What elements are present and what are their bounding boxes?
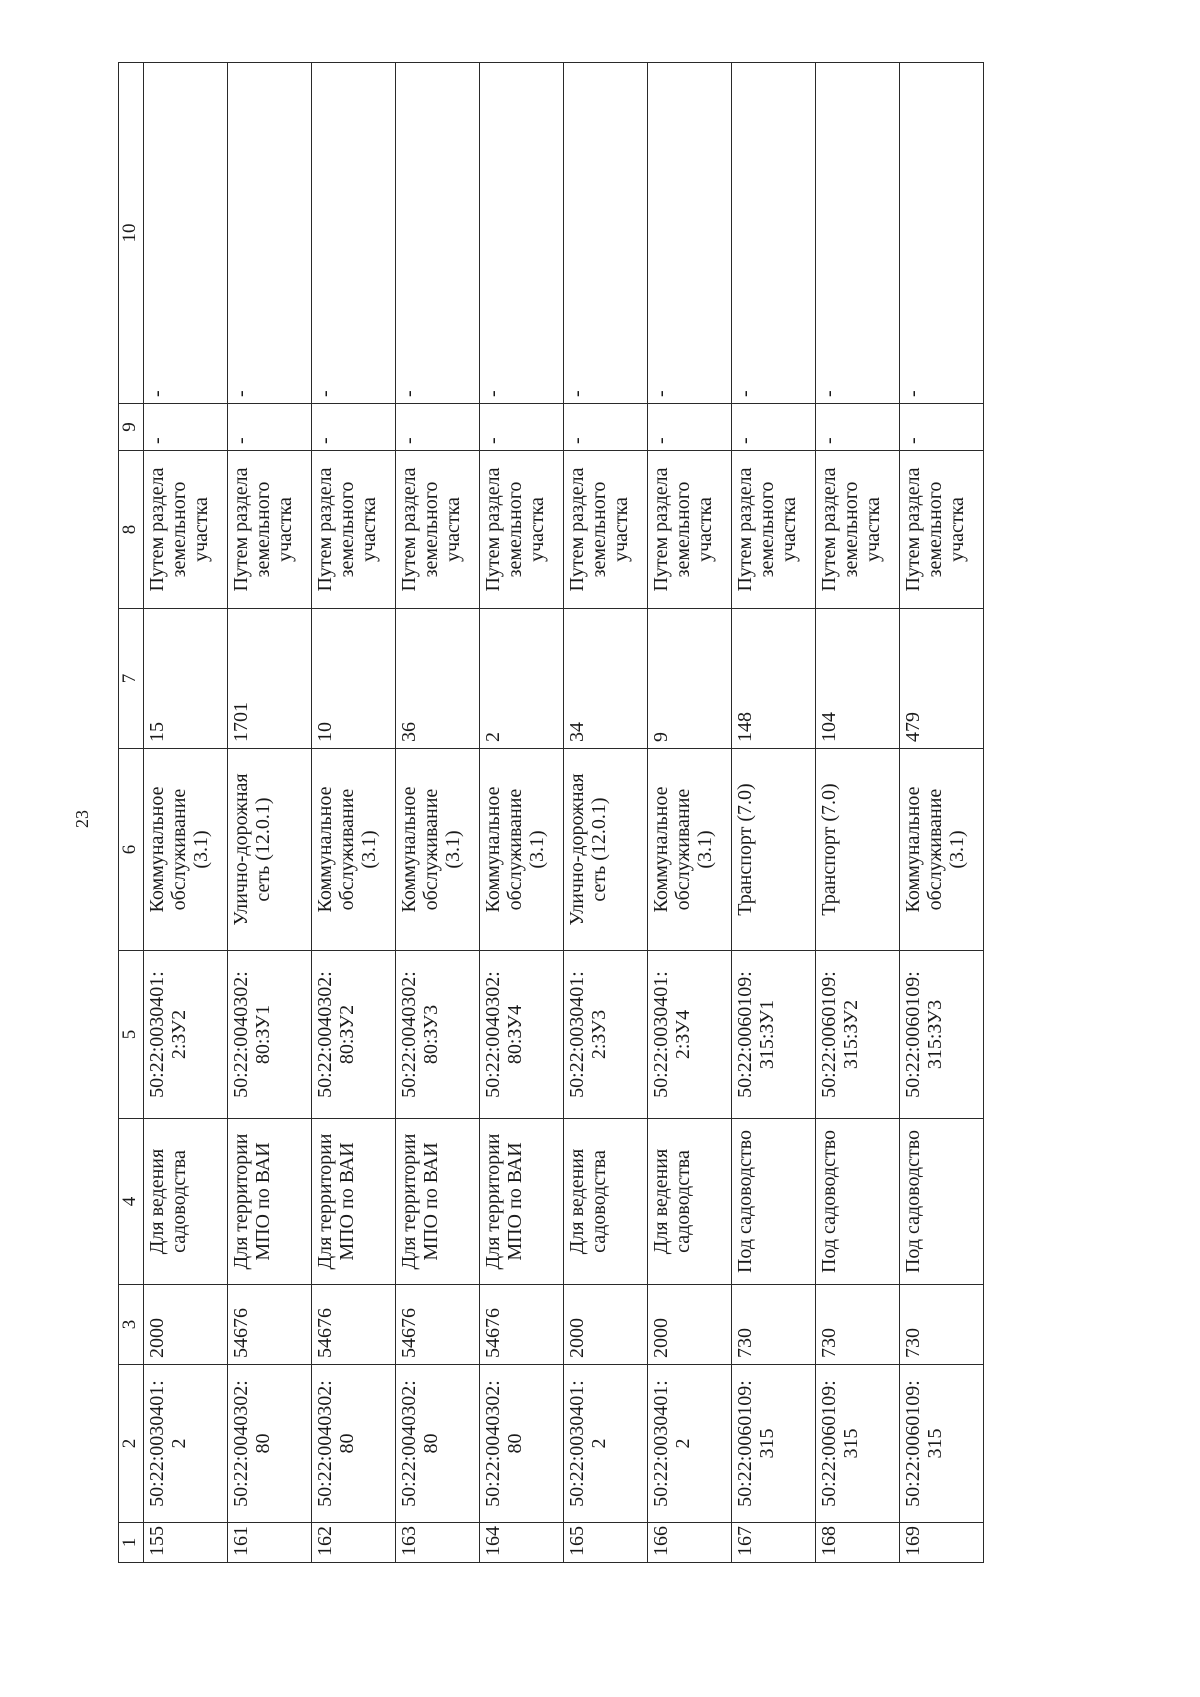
source-area-cell: 730 xyxy=(816,1285,900,1365)
new-plot-designation-cell: 50:22:0040302: 80:ЗУ1 xyxy=(228,951,312,1119)
header-cell-row-number: 1 xyxy=(119,1523,144,1563)
formation-method-cell: Путем раздела земельного участка xyxy=(312,451,396,609)
new-permitted-use-cell: Коммунальное обслуживание (3.1) xyxy=(144,749,228,951)
header-cell-new-permitted-use: 6 xyxy=(119,749,144,951)
header-cell-source-area: 3 xyxy=(119,1285,144,1365)
row-number-cell: 167 xyxy=(732,1523,816,1563)
column-10-cell: - xyxy=(396,63,480,404)
table-row xyxy=(228,63,312,1563)
header-cell-formation-method: 8 xyxy=(119,451,144,609)
new-area-cell: 34 xyxy=(564,609,648,749)
new-plot-designation-cell: 50:22:0060109: 315:ЗУ3 xyxy=(900,951,984,1119)
new-area-cell: 36 xyxy=(396,609,480,749)
source-cadastral-number-cell: 50:22:0060109: 315 xyxy=(816,1365,900,1523)
source-area-cell: 2000 xyxy=(144,1285,228,1365)
source-cadastral-number-cell: 50:22:0040302: 80 xyxy=(312,1365,396,1523)
new-plot-designation-cell: 50:22:0060109: 315:ЗУ1 xyxy=(732,951,816,1119)
column-9-cell: - xyxy=(648,404,732,451)
header-cell-new-plot-designation: 5 xyxy=(119,951,144,1119)
table-row xyxy=(144,63,228,1563)
new-area-cell: 1701 xyxy=(228,609,312,749)
new-plot-designation-cell: 50:22:0040302: 80:ЗУ2 xyxy=(312,951,396,1119)
column-9-cell: - xyxy=(228,404,312,451)
header-cell-source-permitted-use: 4 xyxy=(119,1119,144,1285)
column-10-cell: - xyxy=(144,63,228,404)
column-10-cell: - xyxy=(816,63,900,404)
row-number-cell: 155 xyxy=(144,1523,228,1563)
rotated-table-wrapper xyxy=(118,63,998,1563)
new-area-cell: 104 xyxy=(816,609,900,749)
new-area-cell: 148 xyxy=(732,609,816,749)
source-area-cell: 54676 xyxy=(396,1285,480,1365)
table-row xyxy=(732,63,816,1563)
new-permitted-use-cell: Коммунальное обслуживание (3.1) xyxy=(480,749,564,951)
new-permitted-use-cell: Улично-дорожная сеть (12.0.1) xyxy=(564,749,648,951)
new-plot-designation-cell: 50:22:0040302: 80:ЗУ4 xyxy=(480,951,564,1119)
new-permitted-use-cell: Транспорт (7.0) xyxy=(816,749,900,951)
source-permitted-use-cell: Для ведения садоводства xyxy=(144,1119,228,1285)
page-number: 23 xyxy=(72,810,92,828)
column-9-cell: - xyxy=(732,404,816,451)
table-row xyxy=(396,63,480,1563)
new-permitted-use-cell: Коммунальное обслуживание (3.1) xyxy=(900,749,984,951)
header-cell-column-10: 10 xyxy=(119,63,144,404)
source-permitted-use-cell: Для территории МПО по ВАИ xyxy=(228,1119,312,1285)
table-row xyxy=(648,63,732,1563)
source-area-cell: 54676 xyxy=(228,1285,312,1365)
new-permitted-use-cell: Транспорт (7.0) xyxy=(732,749,816,951)
header-cell-source-cadastral-number: 2 xyxy=(119,1365,144,1523)
new-plot-designation-cell: 50:22:0030401: 2:ЗУ2 xyxy=(144,951,228,1119)
column-10-cell: - xyxy=(228,63,312,404)
formation-method-cell: Путем раздела земельного участка xyxy=(396,451,480,609)
column-10-cell: - xyxy=(648,63,732,404)
table-row xyxy=(564,63,648,1563)
table-row xyxy=(900,63,984,1563)
source-cadastral-number-cell: 50:22:0040302: 80 xyxy=(480,1365,564,1523)
land-plot-table xyxy=(118,62,984,1563)
new-plot-designation-cell: 50:22:0060109: 315:ЗУ2 xyxy=(816,951,900,1119)
column-9-cell: - xyxy=(396,404,480,451)
source-area-cell: 730 xyxy=(732,1285,816,1365)
formation-method-cell: Путем раздела земельного участка xyxy=(480,451,564,609)
table-row xyxy=(312,63,396,1563)
new-plot-designation-cell: 50:22:0040302: 80:ЗУ3 xyxy=(396,951,480,1119)
source-cadastral-number-cell: 50:22:0040302: 80 xyxy=(228,1365,312,1523)
new-permitted-use-cell: Коммунальное обслуживание (3.1) xyxy=(648,749,732,951)
table-row xyxy=(480,63,564,1563)
row-number-cell: 162 xyxy=(312,1523,396,1563)
new-area-cell: 479 xyxy=(900,609,984,749)
header-cell-column-9: 9 xyxy=(119,404,144,451)
source-permitted-use-cell: Для ведения садоводства xyxy=(648,1119,732,1285)
column-9-cell: - xyxy=(480,404,564,451)
new-plot-designation-cell: 50:22:0030401: 2:ЗУ4 xyxy=(648,951,732,1119)
source-area-cell: 730 xyxy=(900,1285,984,1365)
formation-method-cell: Путем раздела земельного участка xyxy=(900,451,984,609)
source-area-cell: 54676 xyxy=(480,1285,564,1365)
source-permitted-use-cell: Под садоводство xyxy=(900,1119,984,1285)
column-9-cell: - xyxy=(312,404,396,451)
formation-method-cell: Путем раздела земельного участка xyxy=(564,451,648,609)
row-number-cell: 163 xyxy=(396,1523,480,1563)
row-number-cell: 161 xyxy=(228,1523,312,1563)
source-permitted-use-cell: Под садоводство xyxy=(732,1119,816,1285)
column-10-cell: - xyxy=(732,63,816,404)
row-number-cell: 169 xyxy=(900,1523,984,1563)
formation-method-cell: Путем раздела земельного участка xyxy=(648,451,732,609)
table-header-row xyxy=(119,63,144,1563)
new-area-cell: 9 xyxy=(648,609,732,749)
new-area-cell: 10 xyxy=(312,609,396,749)
row-number-cell: 168 xyxy=(816,1523,900,1563)
source-area-cell: 2000 xyxy=(564,1285,648,1365)
column-9-cell: - xyxy=(144,404,228,451)
header-cell-new-area: 7 xyxy=(119,609,144,749)
new-area-cell: 2 xyxy=(480,609,564,749)
column-9-cell: - xyxy=(564,404,648,451)
source-permitted-use-cell: Для территории МПО по ВАИ xyxy=(312,1119,396,1285)
new-area-cell: 15 xyxy=(144,609,228,749)
column-10-cell: - xyxy=(564,63,648,404)
column-10-cell: - xyxy=(480,63,564,404)
row-number-cell: 164 xyxy=(480,1523,564,1563)
row-number-cell: 166 xyxy=(648,1523,732,1563)
source-cadastral-number-cell: 50:22:0030401: 2 xyxy=(564,1365,648,1523)
source-cadastral-number-cell: 50:22:0030401: 2 xyxy=(144,1365,228,1523)
source-permitted-use-cell: Для территории МПО по ВАИ xyxy=(396,1119,480,1285)
source-cadastral-number-cell: 50:22:0040302: 80 xyxy=(396,1365,480,1523)
source-permitted-use-cell: Для ведения садоводства xyxy=(564,1119,648,1285)
column-10-cell: - xyxy=(900,63,984,404)
formation-method-cell: Путем раздела земельного участка xyxy=(816,451,900,609)
source-permitted-use-cell: Под садоводство xyxy=(816,1119,900,1285)
column-9-cell: - xyxy=(900,404,984,451)
source-cadastral-number-cell: 50:22:0030401: 2 xyxy=(648,1365,732,1523)
new-permitted-use-cell: Коммунальное обслуживание (3.1) xyxy=(312,749,396,951)
source-permitted-use-cell: Для территории МПО по ВАИ xyxy=(480,1119,564,1285)
formation-method-cell: Путем раздела земельного участка xyxy=(144,451,228,609)
column-9-cell: - xyxy=(816,404,900,451)
new-permitted-use-cell: Улично-дорожная сеть (12.0.1) xyxy=(228,749,312,951)
source-cadastral-number-cell: 50:22:0060109: 315 xyxy=(732,1365,816,1523)
row-number-cell: 165 xyxy=(564,1523,648,1563)
table-row xyxy=(816,63,900,1563)
formation-method-cell: Путем раздела земельного участка xyxy=(228,451,312,609)
source-cadastral-number-cell: 50:22:0060109: 315 xyxy=(900,1365,984,1523)
new-plot-designation-cell: 50:22:0030401: 2:ЗУ3 xyxy=(564,951,648,1119)
formation-method-cell: Путем раздела земельного участка xyxy=(732,451,816,609)
new-permitted-use-cell: Коммунальное обслуживание (3.1) xyxy=(396,749,480,951)
column-10-cell: - xyxy=(312,63,396,404)
source-area-cell: 2000 xyxy=(648,1285,732,1365)
source-area-cell: 54676 xyxy=(312,1285,396,1365)
